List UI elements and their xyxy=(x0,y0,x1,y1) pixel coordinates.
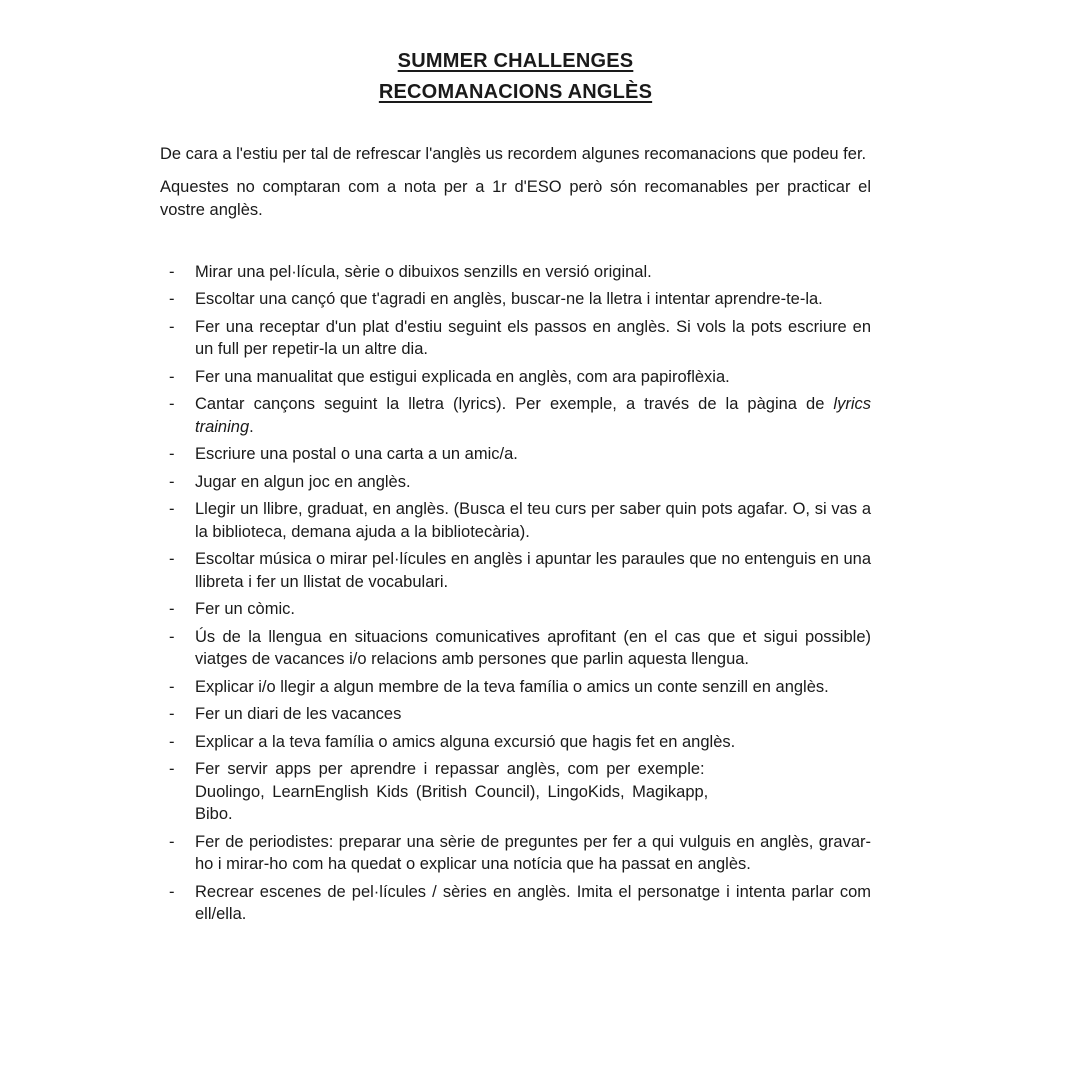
list-item xyxy=(160,703,871,726)
list-item xyxy=(160,498,871,543)
text-segment: Escriure una postal o una carta a un amic/a. xyxy=(195,445,518,463)
dash-bullet: - xyxy=(169,760,175,778)
document-title xyxy=(160,46,871,77)
dash-bullet: - xyxy=(169,445,175,463)
text-segment: Explicar a la teva família o amics alguna excursió que hagis fet en anglès. xyxy=(195,732,736,751)
text-segment: Escoltar una cançó que t'agradi en anglès, buscar-ne la lletra i intentar aprendre-te-la. xyxy=(195,290,823,308)
text-segment: Fer una manualitat que estigui explicada en anglès, com ara papiroflèxia. xyxy=(195,367,730,386)
intro-paragraph-2: Aquestes no comptaran com a nota per a 1r d'ESO però són recomanables per practicar el vostre anglès. xyxy=(160,177,871,219)
list-item-text xyxy=(195,676,871,699)
text-segment: Explicar i/o llegir a algun membre de la teva família o amics un conte senzill en anglès. xyxy=(195,677,829,696)
text-segment: Fer un còmic. xyxy=(195,600,295,618)
list-item-text xyxy=(195,261,871,284)
dash-bullet: - xyxy=(169,395,175,413)
dash-bullet: - xyxy=(169,677,175,696)
list-item-text xyxy=(195,731,871,754)
dash-bullet: - xyxy=(169,882,175,901)
text-segment: Duolingo, LearnEnglish Kids (British Council), LingoKids, Magikapp, xyxy=(195,782,709,801)
text-segment: Llegir un llibre, graduat, en anglès. (Busca el teu curs per saber quin pots agafar. O, si vas a la biblioteca, demana ajuda a la bibliotecària). xyxy=(195,500,871,541)
text-segment: Recrear escenes de pel·lícules / sèries en anglès. Imita el personatge i intenta parlar com ell/ella. xyxy=(195,882,871,923)
list-item-text xyxy=(195,443,871,466)
dash-bullet: - xyxy=(169,832,175,851)
list-item xyxy=(160,676,871,699)
list-item xyxy=(160,758,871,826)
text-segment: Fer una receptar d'un plat d'estiu seguint els passos en anglès. Si vols la pots escriure en un full per repetir-la un altre dia. xyxy=(195,317,871,358)
text-segment: Fer de periodistes: preparar una sèrie de preguntes per fer a qui vulguis en anglès, gravar-ho i mirar-ho com ha quedat o explicar una notícia que ha passat en anglès. xyxy=(195,832,871,873)
document-header xyxy=(160,46,871,108)
list-item-text xyxy=(195,881,871,926)
list-item xyxy=(160,393,871,438)
list-item xyxy=(160,626,871,671)
list-item-text xyxy=(195,703,871,726)
list-item-text xyxy=(195,288,871,311)
document-subtitle xyxy=(160,77,871,108)
list-item xyxy=(160,366,871,389)
list-item xyxy=(160,471,871,494)
text-segment: . xyxy=(249,417,254,436)
list-item xyxy=(160,548,871,593)
dash-bullet: - xyxy=(169,732,175,751)
dash-bullet: - xyxy=(169,705,175,723)
italic-text-segment: lyrics training xyxy=(195,395,871,436)
text-segment: Jugar en algun joc en anglès. xyxy=(195,472,411,491)
recommendations-list xyxy=(160,261,871,926)
list-item xyxy=(160,881,871,926)
dash-bullet: - xyxy=(169,627,175,646)
text-segment: Ús de la llengua en situacions comunicatives aprofitant (en el cas que et sigui possible) viatges de vacances i/o relacions amb persones que parlin aquesta llengua. xyxy=(195,627,871,668)
document-subtitle-text: RECOMANACIONS ANGLÈS xyxy=(378,81,653,103)
list-item xyxy=(160,831,871,876)
text-segment: Fer servir apps per aprendre i repassar anglès, com per exemple: xyxy=(195,760,705,778)
dash-bullet: - xyxy=(169,600,175,618)
list-item-text xyxy=(195,548,871,593)
list-item-text xyxy=(195,393,871,438)
dash-bullet: - xyxy=(169,550,175,568)
text-segment: Cantar cançons seguint la lletra (lyrics). Per exemple, a través de la pàgina de xyxy=(195,395,834,413)
list-item xyxy=(160,731,871,754)
list-item xyxy=(160,261,871,284)
list-item-text xyxy=(195,316,871,361)
list-item-text xyxy=(195,366,871,389)
list-item xyxy=(160,443,871,466)
text-segment: Fer un diari de les vacances xyxy=(195,705,402,723)
list-item-text xyxy=(195,626,871,671)
text-segment: Bibo. xyxy=(195,805,233,823)
list-item xyxy=(160,598,871,621)
dash-bullet: - xyxy=(169,367,175,386)
dash-bullet: - xyxy=(169,290,175,308)
document-title-text: SUMMER CHALLENGES xyxy=(397,50,634,72)
list-item xyxy=(160,316,871,361)
dash-bullet: - xyxy=(169,262,175,281)
intro-section xyxy=(160,143,871,223)
dash-bullet: - xyxy=(169,500,175,518)
text-segment: Mirar una pel·lícula, sèrie o dibuixos senzills en versió original. xyxy=(195,262,652,281)
list-item xyxy=(160,288,871,311)
text-segment: Escoltar música o mirar pel·lícules en anglès i apuntar les paraules que no entenguis en una llibreta i fer un llistat de vocabulari. xyxy=(195,550,871,591)
list-item-text xyxy=(195,498,871,543)
intro-paragraph-1: De cara a l'estiu per tal de refrescar l'anglès us recordem algunes recomanacions que podeu fer. xyxy=(160,145,867,163)
dash-bullet: - xyxy=(169,317,175,336)
list-item-text xyxy=(195,598,871,621)
dash-bullet: - xyxy=(169,472,175,491)
list-item-text xyxy=(195,758,871,826)
list-item-text xyxy=(195,831,871,876)
list-item-text xyxy=(195,471,871,494)
